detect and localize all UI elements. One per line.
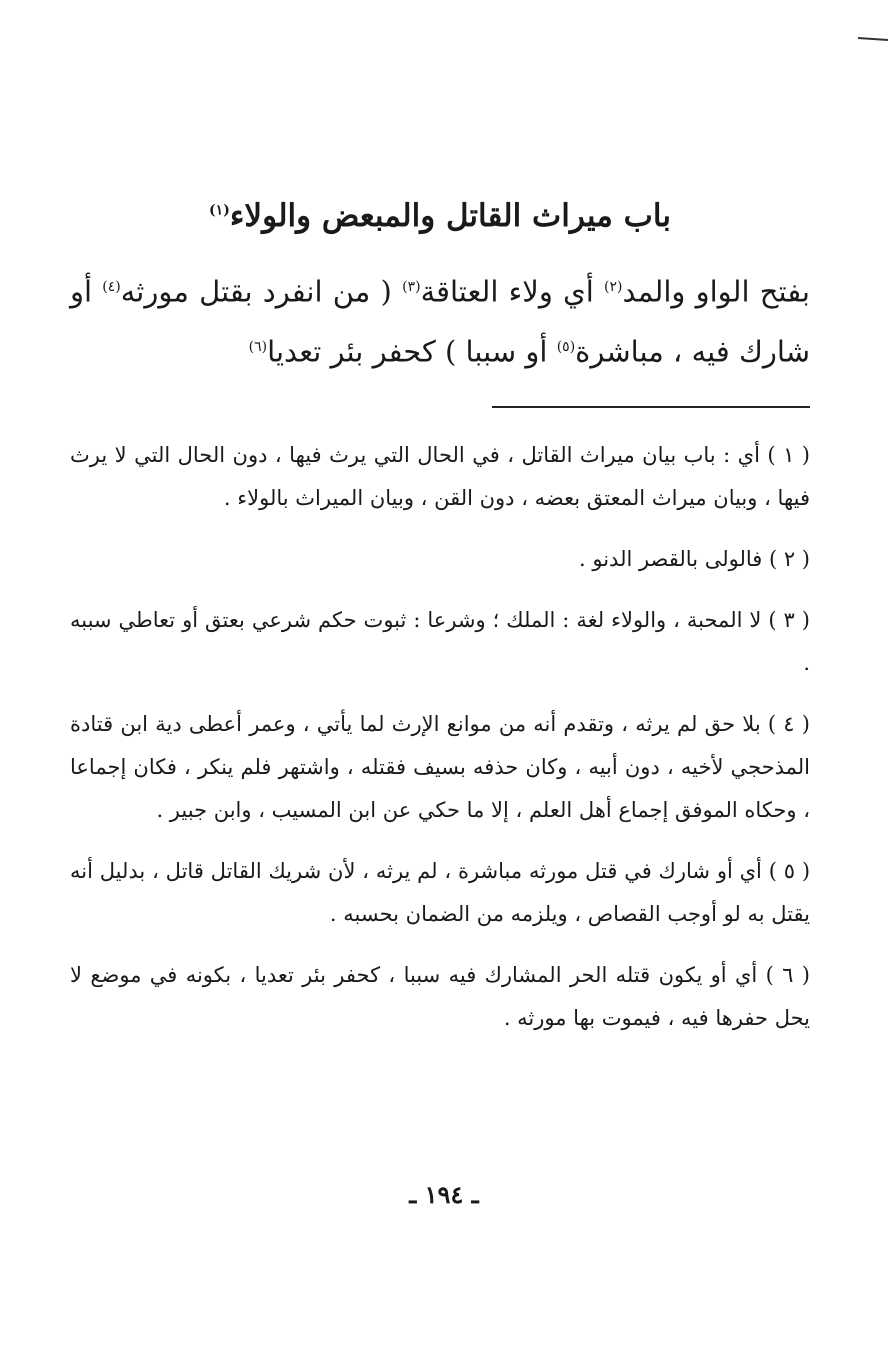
footnote-2: ( ٢ ) فالولى بالقصر الدنو . xyxy=(579,546,810,571)
footnote-5: ( ٥ ) أي أو شارك في قتل مورثه مباشرة ، لم يرثه ، لأن شريك القاتل قاتل ، بدليل أنه يقتل به لو أوجب القصاص ، ويلزمه من الضمان بحسبه . xyxy=(70,858,811,926)
chapter-title-text: باب ميراث القاتل والمبعض والولاء xyxy=(229,198,671,234)
main-text-seg-4: أو شارك فيه ، مباشرة xyxy=(70,275,810,369)
footnote-ref-5: (٥) xyxy=(556,339,576,356)
main-text-seg-3: ( من انفرد بقتل مورثه xyxy=(120,275,403,310)
chapter-title xyxy=(70,195,810,238)
footnote-separator xyxy=(492,406,810,408)
main-text-seg-5: أو سببا ) كحفر بئر تعديا xyxy=(267,334,557,369)
footnote-ref-2: (٢) xyxy=(604,279,623,296)
main-text-seg-1: بفتح الواو والمد xyxy=(622,275,810,310)
main-text-seg-2: أي ولاء العتاقة xyxy=(420,275,605,310)
footnotes-section xyxy=(70,434,810,1040)
page-corner-mark xyxy=(858,37,888,41)
page-content xyxy=(70,195,810,1058)
footnote-ref-4: (٤) xyxy=(102,279,121,296)
footnote-6: ( ٦ ) أي أو يكون قتله الحر المشارك فيه سببا ، كحفر بئر تعديا ، بكونه في موضع لا يحل حفرها فيه ، فيموت بها مورثه . xyxy=(70,962,811,1030)
page-number: ـ ١٩٤ ـ xyxy=(409,1180,479,1209)
main-paragraph xyxy=(70,260,810,379)
footnote-ref-3: (٣) xyxy=(402,279,421,296)
footnote-ref-6: (٦) xyxy=(248,339,268,356)
footnote-1: ( ١ ) أي : باب بيان ميراث القاتل ، في الحال التي يرث فيها ، دون الحال التي لا يرث فيها ، وبيان ميراث المعتق بعضه ، دون القن ، وبيان الميراث بالولاء . xyxy=(70,442,811,510)
footnote-ref-1: (١) xyxy=(209,202,230,219)
footnote-3: ( ٣ ) لا المحبة ، والولاء لغة : الملك ؛ وشرعا : ثبوت حكم شرعي بعتق أو تعاطي سببه . xyxy=(70,607,810,675)
footnote-4: ( ٤ ) بلا حق لم يرثه ، وتقدم أنه من موانع الإرث لما يأتي ، وعمر أعطى دية ابن قتادة المذحجي لأخيه ، دون أبيه ، وكان حذفه بسيف فقتله ، واشتهر فلم ينكر ، فكان إجماعا ، وحكاه الموفق إجماع أهل العلم ، إلا ما حكي عن ابن المسيب ، وابن جبير . xyxy=(70,711,810,822)
